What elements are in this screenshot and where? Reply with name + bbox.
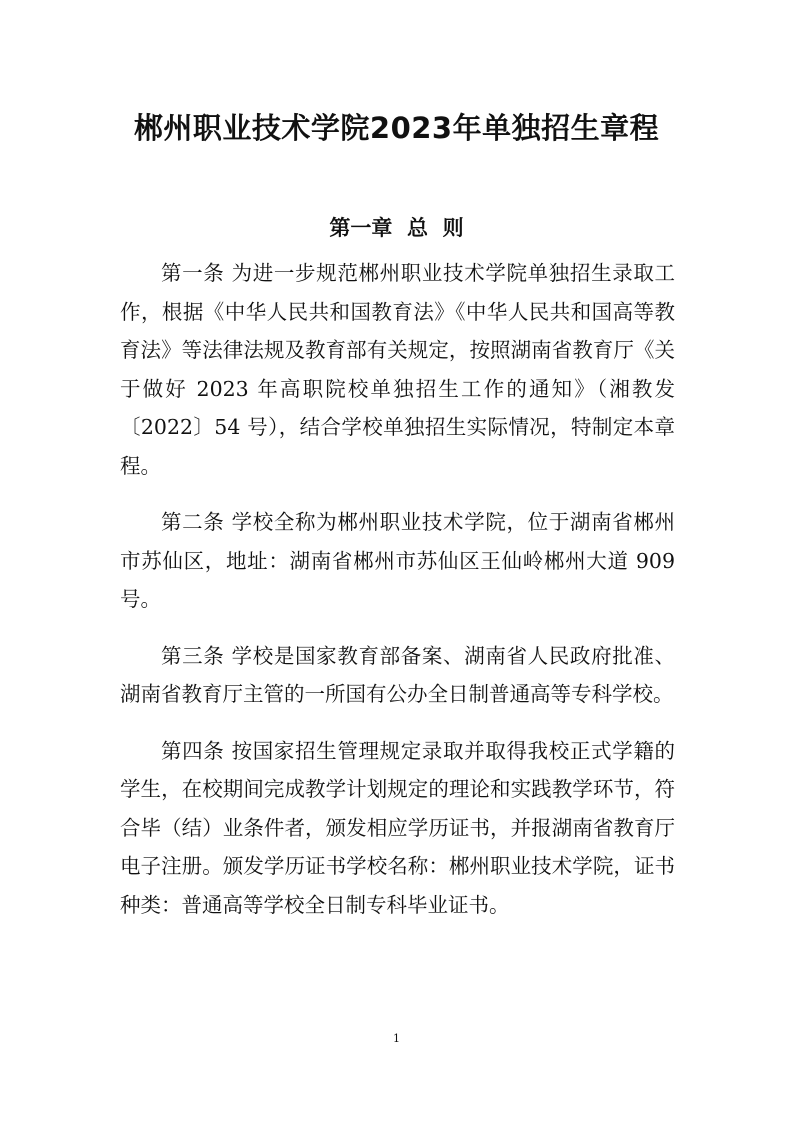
article-4: 第四条 按国家招生管理规定录取并取得我校正式学籍的学生，在校期间完成教学计划规定的理论和实践教学环节，符合毕（结）业条件者，颁发相应学历证书，并报湖南省教育厅电子注册。颁发学历证书学校名称：郴州职业技术学院，证书种类：普通高等学校全日制专科毕业证书。 — [120, 738, 675, 917]
document-body — [120, 254, 675, 942]
document-title: 郴州职业技术学院2023年单独招生章程 — [133, 111, 660, 145]
article-3: 第三条 学校是国家教育部备案、湖南省人民政府批准、湖南省教育厅主管的一所国有公办全日制普通高等专科学校。 — [120, 643, 675, 706]
chapter-heading: 第一章 总 则 — [329, 216, 464, 240]
article-1: 第一条 为进一步规范郴州职业技术学院单独招生录取工作，根据《中华人民共和国教育法》《中华人民共和国高等教育法》等法律法规及教育部有关规定，按照湖南省教育厅《关于做好 2023 年高职院校单独招生工作的通知》（湘教发〔2022〕54 号），结合学校单独招生实际情况，特制定本章程。 — [120, 261, 675, 478]
page-number: 1 — [393, 1032, 400, 1045]
article-2: 第二条 学校全称为郴州职业技术学院，位于湖南省郴州市苏仙区，地址：湖南省郴州市苏仙区王仙岭郴州大道 909 号。 — [120, 510, 675, 611]
